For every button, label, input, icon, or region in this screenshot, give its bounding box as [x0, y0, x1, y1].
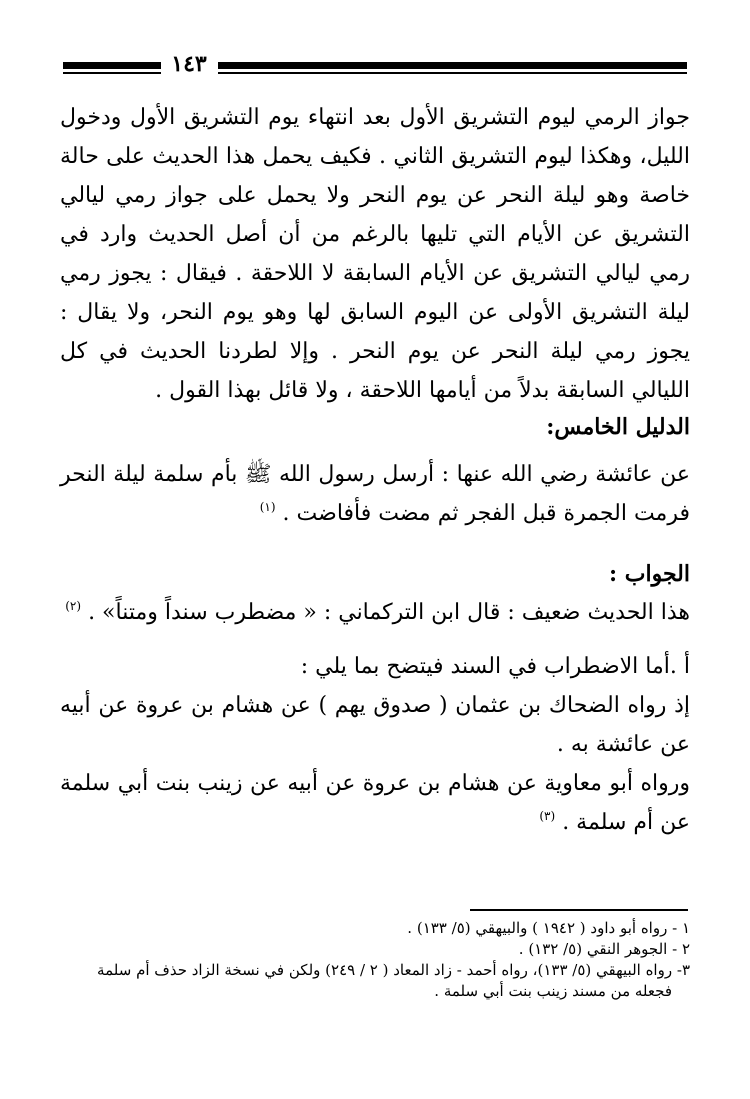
- footnote-3-line-1: ٣- رواه البيهقي (٥/ ١٣٣)، رواه أحمد - زاد المعاد ( ٢ / ٢٤٩) ولكن في نسخة الزاد حذف أم سلمة: [97, 961, 690, 979]
- footnote-separator: [470, 909, 688, 911]
- paragraph-2: [60, 455, 690, 533]
- header-rule-right-thin: [218, 72, 687, 74]
- heading-fifth-evidence: الدليل الخامس:: [546, 414, 690, 440]
- header-rule-left: [63, 62, 161, 69]
- heading-answer: الجواب :: [609, 561, 690, 587]
- header-rule-left-thin: [63, 72, 161, 74]
- header-rule-right: [218, 62, 687, 69]
- body-paragraph-2: [60, 455, 690, 533]
- page-header: [63, 51, 687, 78]
- paragraph-4-line-1: أ .أما الاضطراب في السند فيتضح بما يلي :: [300, 654, 690, 679]
- footnote-ref-2: (٢): [65, 599, 82, 613]
- footnote-2: ٢ - الجوهر النقي (٥/ ١٣٢) .: [518, 940, 690, 958]
- body-paragraph-4: [60, 647, 690, 842]
- page-number: ١٤٣: [171, 51, 207, 77]
- paragraph-3: [60, 593, 690, 632]
- paragraph-1-text: جواز الرمي ليوم التشريق الأول بعد انتهاء يوم التشريق الأول ودخول الليل، وهكذا ليوم التشريق الثاني . فكيف يحمل هذا الحديث على حالة خاصة وهو ليلة النحر عن يوم النحر ولا يحمل على جواز رمي ليالي التشريق عن الأيام التي تليها بالرغم من أن أصل الحديث وارد في رمي ليالي التشريق عن الأيام السابقة لا اللاحقة . فيقال : يجوز رمي ليلة التشريق الأولى عن اليوم السابق لها وهو يوم النحر، ولا يقال : يجوز رمي ليلة النحر عن يوم النحر . وإلا لطردنا الحديث في كل الليالي السابقة بدلاً من أيامها اللاحقة ، ولا قائل بهذا القول .: [60, 105, 690, 403]
- paragraph-2-text: عن عائشة رضي الله عنها : أرسل رسول الله ﷺ بأم سلمة ليلة النحر فرمت الجمرة قبل الفجر ثم مضت فأفاضت .: [60, 462, 690, 526]
- paragraph-4-line-3: [60, 764, 690, 842]
- paragraph-4-line-3-text: ورواه أبو معاوية عن هشام بن عروة عن أبيه عن زينب بنت أبي سلمة عن أم سلمة .: [60, 771, 690, 835]
- footnote-1: ١ - رواه أبو داود ( ١٩٤٢ ) والبيهقي (٥/ ١٣٣) .: [407, 919, 690, 937]
- paragraph-4-line-2: إذ رواه الضحاك بن عثمان ( صدوق يهم ) عن هشام بن عروة عن أبيه عن عائشة به .: [60, 693, 690, 757]
- body-paragraph-1: [60, 98, 690, 410]
- footnote-ref-3: (٣): [539, 809, 556, 823]
- footnotes: [60, 918, 690, 1002]
- footnote-3-line-2: فجعله من مسند زينب بنت أبي سلمة .: [434, 982, 672, 1000]
- body-paragraph-3: [60, 593, 690, 632]
- paragraph-3-text: هذا الحديث ضعيف : قال ابن التركماني : « مضطرب سنداً ومتناً» .: [88, 600, 690, 625]
- footnote-ref-1: (١): [259, 500, 276, 514]
